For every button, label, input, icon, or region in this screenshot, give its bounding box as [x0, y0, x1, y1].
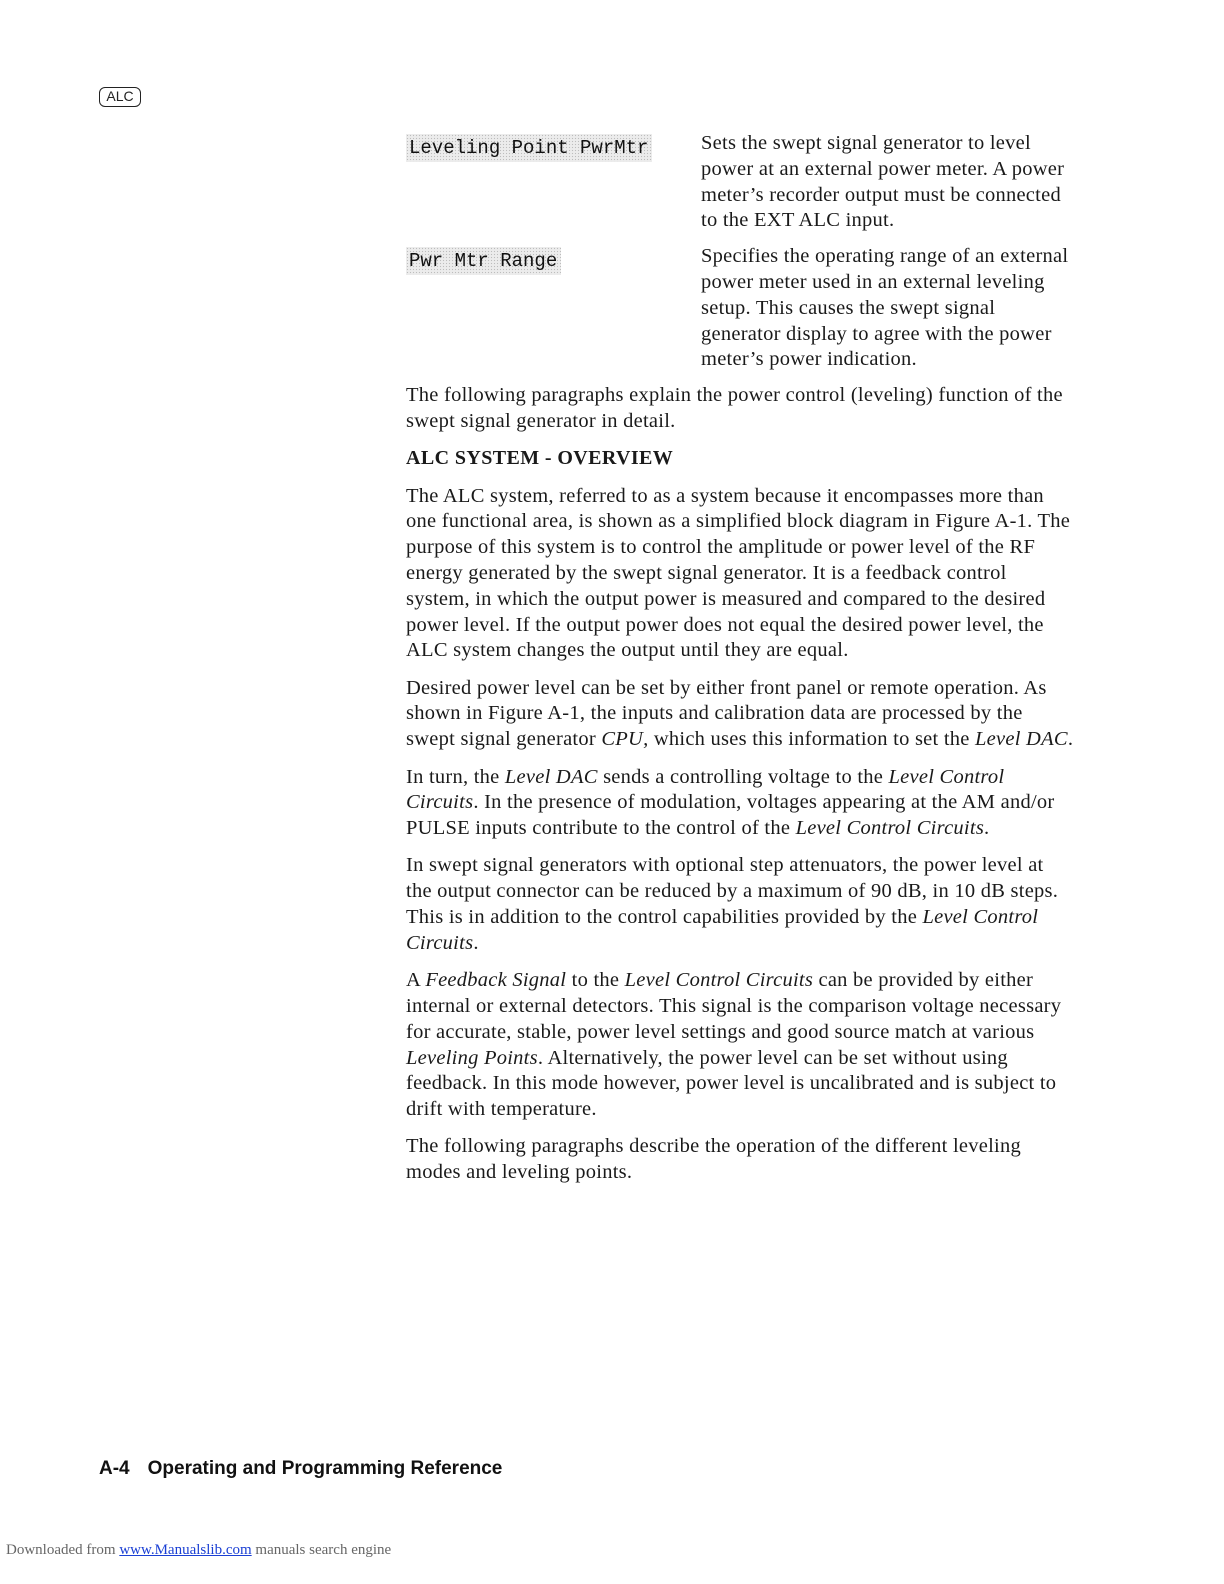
download-prefix: Downloaded from — [6, 1542, 120, 1558]
term-level-control-circuits: Level Control Circuits — [624, 969, 814, 992]
text-run: . Alternatively, the power level can be set without using feedback. In this mode however, power level is uncalibrated and is subject to drift with temperature. — [406, 1046, 1057, 1121]
page-number: A-4 — [99, 1458, 130, 1479]
text-run: A — [406, 969, 426, 992]
alc-hardkey-label: ALC — [99, 87, 141, 107]
paragraph-leveling-modes: The following paragraphs describe the operation of the different leveling modes and leveling points. — [406, 1135, 1022, 1184]
term-level-dac: Level DAC — [504, 765, 598, 788]
text-run: which uses this information to set the — [648, 728, 976, 751]
text-run: Desired power level can be set by either front panel or remote operation. As shown in Figure A-1, the inputs and calibration data are processed by the swept signal generator — [406, 676, 1047, 751]
term-feedback-signal: Feedback Signal — [425, 969, 567, 992]
definition-description: Sets the swept signal generator to level power at an external power meter. A power meter’s recorder output must be connected to the EXT ALC input. — [701, 132, 1065, 232]
text-run: In turn, the — [406, 765, 505, 788]
paragraph-alc-overview: The ALC system, referred to as a system because it encompasses more than one functional area, is shown as a simplified block diagram in Figure A-1. The purpose of this system is to control the amplitude or power level of the RF energy generated by the swept signal generator. It is a feedback control system, in which the output power is measured and compared to the desired power level. If the output power does not equal the desired power level, the ALC system changes the output until they are equal. — [406, 484, 1071, 662]
main-content — [406, 131, 1074, 1197]
term-cpu: CPU, — [601, 728, 649, 751]
softkey-pwr-mtr-range: Pwr Mtr Range — [406, 247, 561, 275]
page-footer — [99, 1458, 502, 1480]
definition-key-cell — [406, 244, 701, 275]
text-run: . In the presence of modulation, voltages appearing at the AM and/or PULSE inputs contribute to the control of the — [406, 791, 1055, 840]
section-heading: ALC SYSTEM - OVERVIEW — [406, 447, 674, 470]
manualslib-link[interactable]: www.Manualslib.com — [119, 1542, 252, 1558]
footer-title: Operating and Programming Reference — [147, 1458, 503, 1479]
text-run: In swept signal generators with optional step attenuators, the power level at the output connector can be reduced by a maximum of 90 dB, in 10 dB steps. This is in addition to the control capabilities provided by the — [406, 854, 1059, 929]
paragraph-step-attenuators — [406, 853, 1074, 956]
paragraph-feedback-signal — [406, 968, 1074, 1123]
term-level-dac: Level DAC — [975, 728, 1068, 751]
definition-description: Specifies the operating range of an external power meter used in an external leveling setup. This causes the swept signal generator display to agree with the power meter’s power indication. — [701, 245, 1069, 371]
intro-paragraph: The following paragraphs explain the power control (leveling) function of the swept signal generator in detail. — [406, 384, 1063, 432]
text-run: . — [984, 817, 990, 840]
text-run: . — [1067, 728, 1074, 751]
download-source-bar — [6, 1542, 391, 1559]
term-leveling-points: Leveling Points — [406, 1046, 538, 1069]
term-level-control-circuits: Level Control Circuits — [406, 765, 1005, 814]
term-level-control-circuits: Level Control Circuits — [406, 906, 1039, 954]
definition-row-leveling-point-pwrmtr — [406, 131, 1074, 234]
paragraph-desired-power — [406, 676, 1074, 753]
download-suffix: manuals search engine — [251, 1542, 392, 1558]
text-run: can be provided by either internal or external detectors. This signal is the comparison voltage necessary for accurate, stable, power level settings and good source match at various — [406, 969, 1062, 1043]
text-run: . — [473, 931, 479, 954]
definition-key-cell — [406, 131, 701, 162]
text-run: to the — [566, 969, 625, 992]
term-level-control-circuits: Level Control Circuits — [795, 817, 985, 840]
softkey-leveling-point-pwrmtr: Leveling Point PwrMtr — [406, 134, 652, 162]
text-run: sends a controlling voltage to the — [597, 765, 889, 788]
definition-row-pwr-mtr-range — [406, 244, 1074, 373]
paragraph-level-dac — [406, 765, 1074, 842]
